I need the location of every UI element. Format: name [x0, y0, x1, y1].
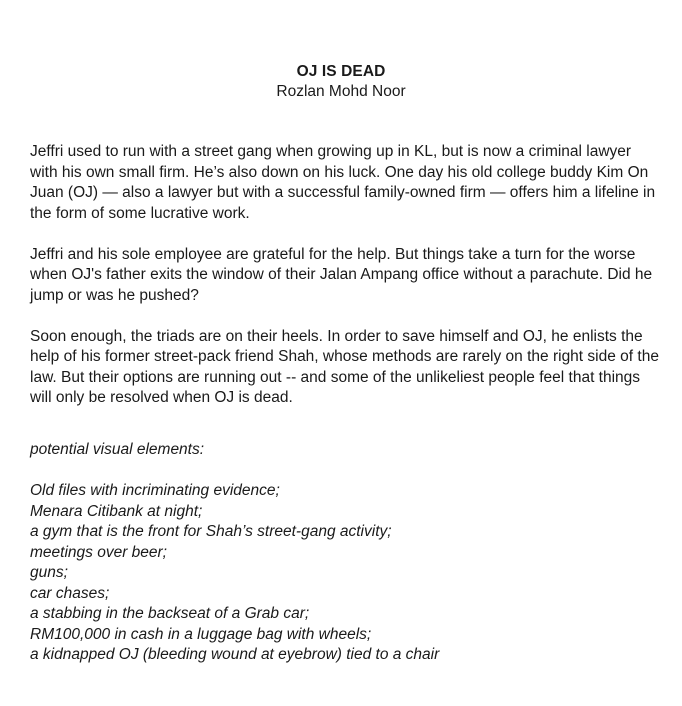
list-item: guns; — [30, 564, 68, 581]
synopsis-paragraph: Jeffri and his sole employee are grateful for the help. But things take a turn for the worse when OJ's father exits the window of their Jalan Ampang office without a parachute. Did he jump or was he pushed? — [30, 245, 653, 304]
list-item: meetings over beer; — [30, 543, 167, 561]
document-author: Rozlan Mohd Noor — [276, 83, 406, 100]
list-item: a kidnapped OJ (bleeding wound at eyebrow) tied to a chair — [30, 646, 440, 663]
synopsis-paragraph: Jeffri used to run with a street gang when growing up in KL, but is now a criminal lawyer with his own small firm. He’s also down on his luck. One day his old college buddy Kim On Juan (OJ) — also a lawyer but with a successful family-owned firm — offers him a lifeline in the form of some lucrative work. — [30, 143, 656, 222]
list-item: Menara Citibank at night; — [30, 502, 203, 520]
list-item: RM100,000 in cash in a luggage bag with wheels; — [30, 625, 372, 643]
list-item: Old files with incriminating evidence; — [30, 482, 280, 499]
header — [0, 62, 682, 102]
list-item: a stabbing in the backseat of a Grab car; — [30, 605, 310, 622]
visual-elements-list — [30, 481, 660, 666]
visual-elements-section — [30, 440, 660, 666]
list-item: car chases; — [30, 584, 110, 602]
list-item: a gym that is the front for Shah’s street-gang activity; — [30, 523, 392, 540]
document-title: OJ IS DEAD — [296, 63, 386, 80]
visual-elements-heading: potential visual elements: — [30, 441, 205, 458]
synopsis — [30, 142, 660, 429]
synopsis-paragraph: Soon enough, the triads are on their heels. In order to save himself and OJ, he enlists the help of his former street-pack friend Shah, whose methods are rarely on the right side of the law. But their options are running out -- and some of the unlikeliest people feel that things will only be resolved when OJ is dead. — [30, 327, 659, 406]
